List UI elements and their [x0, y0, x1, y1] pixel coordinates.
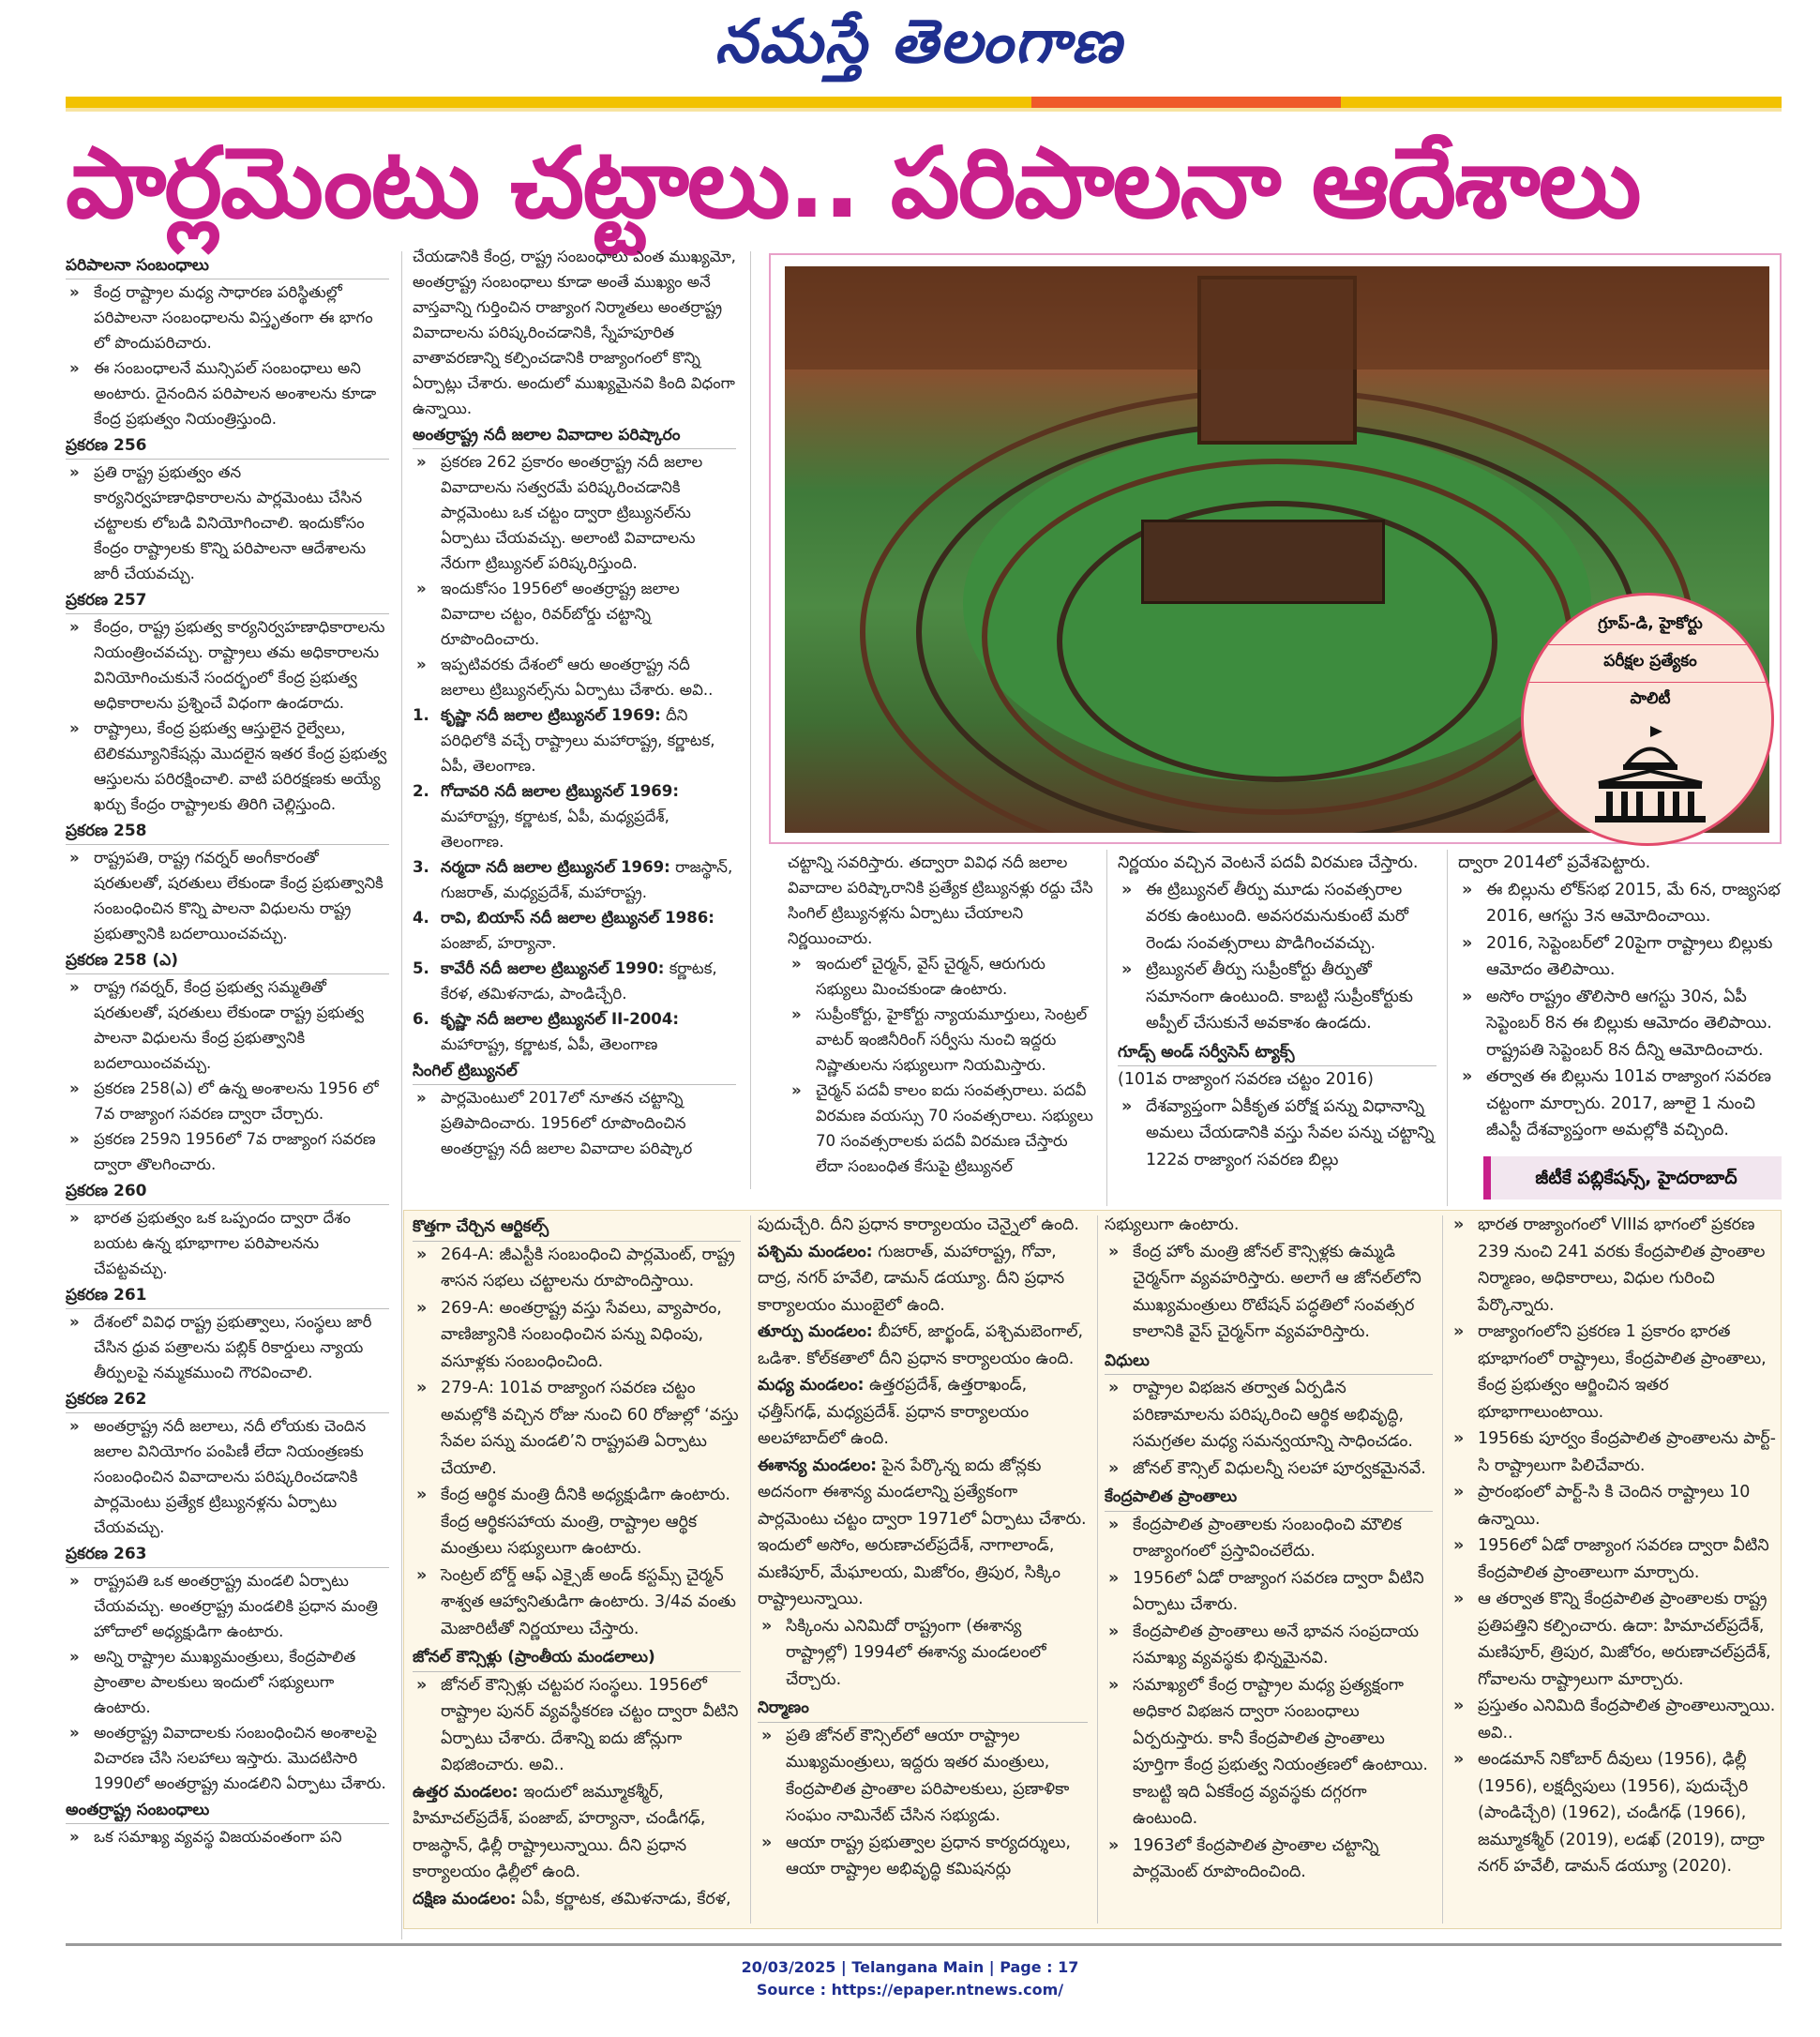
zone-paragraph: [413, 1779, 741, 1886]
column-3: [788, 850, 1097, 1179]
zone-heading: ఉత్తర మండలం:: [413, 1782, 519, 1802]
item-number: 1.: [413, 706, 429, 724]
section-heading: ప్రకరణ 262: [66, 1387, 389, 1413]
zone-text: ఇందులో జమ్మూకశ్మీర్, హిమాచల్‌ప్రదేశ్, పంజాబ్, హర్యానా, చండీగఢ్, రాజస్థాన్, ఢిల్లీ రాష్ట్రాలున్నాయి. దీని ప్రధాన కార్యాలయం ఢిల్లీలో ఉంది.: [413, 1782, 706, 1881]
footer-date-page: 20/03/2025 | Telangana Main | Page : 17: [741, 1958, 1079, 1976]
item-number: 4.: [413, 909, 429, 927]
zone-heading: ఈశాన్య మండలం:: [758, 1456, 878, 1475]
item-text: రాజస్థాన్, గుజరాత్, మధ్యప్రదేశ్, మహారాష్ట్ర.: [441, 858, 733, 901]
badge-line-2: పరీక్షల ప్రత్యేకం: [1603, 652, 1697, 671]
column-divider: [1097, 1215, 1098, 1924]
bullet-point: » 1956కు పూర్వం కేంద్రపాలిత ప్రాంతాలను పార్ట్-సి రాష్ట్రాలుగా పిలిచేవారు.: [1450, 1426, 1778, 1479]
bullet-point: » సిక్కింను ఎనిమిదో రాష్ట్రంగా (ఈశాన్య రాష్ట్రాల్లో) 1994లో ఈశాన్య మండలంలో చేర్చారు.: [758, 1613, 1088, 1694]
bullet-point: » ఈ ట్రిబ్యునల్ తీర్పు మూడు సంవత్సరాల వరకు ఉంటుంది. అవసరమనుకుంటే మరో రెండు సంవత్సరాలు పొడిగించవచ్చు.: [1118, 877, 1436, 958]
zone-paragraph: [758, 1372, 1088, 1453]
header-band-shadow: [66, 108, 1782, 112]
badge-line-3: పాలిటీ: [1630, 689, 1671, 708]
parliament-building-icon: [1589, 722, 1711, 830]
box-column-3: [1105, 1212, 1433, 1886]
column-2: [413, 244, 736, 1161]
zone-text: గుజరాత్, మహారాష్ట్ర, గోవా, దాద్ర, నగర్ హవేలి, డామన్ డయ్యూ. దీని ప్రధాన కార్యాలయం ముంబైలో ఉంది.: [758, 1242, 1065, 1315]
numbered-item: [413, 778, 736, 854]
bullet-point: » జోనల్ కౌన్సిల్ విధులన్నీ సలహా పూర్వకమైనవే.: [1105, 1456, 1433, 1483]
zone-paragraph: [758, 1453, 1088, 1613]
section-heading: ప్రకరణ 260: [66, 1179, 389, 1205]
item-text: మహారాష్ట్ర, కర్ణాటక, ఏపీ, తెలంగాణ: [441, 1035, 658, 1053]
bullet-point: » ప్రతి రాష్ట్ర ప్రభుత్వం తన కార్యనిర్వహణాధికారాలను పార్లమెంటు చేసిన చట్టాలకు లోబడి వినియోగించాలి. ఇందుకోసం కేంద్రం రాష్ట్రాలకు కొన్ని పరిపాలనా ఆదేశాలను జారీ చేయవచ్చు.: [66, 460, 389, 586]
section-heading: నిర్మాణం: [758, 1695, 1088, 1723]
zone-text: బీహార్, జార్ఖండ్, పశ్చిమబెంగాల్, ఒడిశా. కోల్‌కతాలో దీని ప్రధాన కార్యాలయం ఉంది.: [758, 1322, 1084, 1368]
column-divider: [1106, 850, 1107, 1206]
bullet-point: » ఇందులో చైర్మన్, వైస్ చైర్మన్, ఆరుగురు సభ్యులు మించకుండా ఉంటారు.: [788, 951, 1097, 1002]
section-heading: విధులు: [1105, 1348, 1433, 1376]
zone-heading: పశ్చిమ మండలం:: [758, 1242, 873, 1261]
bullet-point: » అండమాన్ నికోబార్ దీవులు (1956), ఢిల్లీ (1956), లక్షద్వీపులు (1956), పుదుచ్చేరి (పాండిచ్చేరి) (1962), చండీగఢ్ (1966), జమ్మూకశ్మీర్ (2019), లడఖ్ (2019), దాద్రా నగర్ హవేలీ, డామన్ డయ్యూ (2020).: [1450, 1746, 1778, 1880]
header-band-accent: [1031, 97, 1341, 108]
bullet-point: » అంతర్రాష్ట్ర నదీ జలాలు, నదీ లోయకు చెందిన జలాల వినియోగం పంపిణీ లేదా నియంత్రణకు సంబంధించిన వివాదాలను పరిష్కరించడానికి పార్లమెంటు ప్రత్యేక ట్రిబ్యునళ్లను ఏర్పాటు చేయవచ్చు.: [66, 1413, 389, 1540]
paragraph: (101వ రాజ్యాంగ సవరణ చట్టం 2016): [1118, 1070, 1374, 1089]
item-number: 2.: [413, 782, 429, 800]
bullet-point: » 269-A: అంతర్రాష్ట్ర వస్తు సేవలు, వ్యాపారం, వాణిజ్యానికి సంబంధించిన పన్ను విధింపు, వసూళ్లకు సంబంధించింది.: [413, 1295, 741, 1376]
bullet-point: » ట్రిబ్యునల్ తీర్పు సుప్రీంకోర్టు తీర్పుతో సమానంగా ఉంటుంది. కాబట్టి సుప్రీంకోర్టుకు అప్పీల్ చేసుకునే అవకాశం ఉండదు.: [1118, 957, 1436, 1037]
bullet-point: » 1956లో ఏడో రాజ్యాంగ సవరణ ద్వారా వీటిని ఏర్పాటు చేశారు.: [1105, 1565, 1433, 1619]
bullet-point: » చైర్మన్ పదవీ కాలం ఐదు సంవత్సరాలు. పదవీ విరమణ వయస్సు 70 సంవత్సరాలు. సభ్యులు 70 సంవత్సరాలకు పదవీ విరమణ చేస్తారు లేదా సంబంధిత కేసుపై ట్రిబ్యునల్: [788, 1078, 1097, 1179]
bullet-point: » సెంట్రల్ బోర్డ్ ఆఫ్ ఎక్సైజ్ అండ్ కస్టమ్స్ చైర్మన్ శాశ్వత ఆహ్వానితుడిగా ఉంటారు. 3/4వ వంతు మెజారిటీతో నిర్ణయాలు చేస్తారు.: [413, 1562, 741, 1643]
item-text: దీని పరిధిలోకి వచ్చే రాష్ట్రాలు మహారాష్ట్ర, కర్ణాటక, ఏపీ, తెలంగాణ.: [441, 706, 715, 775]
bullet-point: » దేశంలో వివిధ రాష్ట్ర ప్రభుత్వాలు, సంస్థలు జారీ చేసిన ధ్రువ పత్రాలను పబ్లిక్ రికార్డులు న్యాయ తీర్పులపై నమ్మకముంచి గౌరవించాలి.: [66, 1309, 389, 1385]
bullet-point: » అసోం రాష్ట్రం తొలిసారి ఆగస్టు 30న, ఏపీ సెప్టెంబర్ 8న ఈ బిల్లుకు ఆమోదం తెలిపాయి. రాష్ట్రపతి సెప్టెంబర్ 8న దీన్ని ఆమోదించారు.: [1458, 984, 1782, 1064]
bullet-point: » దేశవ్యాప్తంగా ఏకీకృత పరోక్ష పన్ను విధానాన్ని అమలు చేయడానికి వస్తు సేవల పన్ను చట్టాన్ని 122వ రాజ్యాంగ సవరణ బిల్లు: [1118, 1094, 1436, 1174]
bullet-point: » ప్రస్తుతం ఎనిమిది కేంద్రపాలిత ప్రాంతాలున్నాయి. అవి..: [1450, 1693, 1778, 1746]
bullet-point: » రాష్ట్రాల విభజన తర్వాత ఏర్పడిన పరిణామాలను పరిష్కరించి ఆర్థిక అభివృద్ధి, సమగ్రతల మధ్య సమన్వయాన్ని సాధించడం.: [1105, 1375, 1433, 1456]
column-4: [1118, 850, 1436, 1173]
bullet-point: » అన్ని రాష్ట్రాల ముఖ్యమంత్రులు, కేంద్రపాలిత ప్రాంతాల పాలకులు ఇందులో సభ్యులుగా ఉంటారు.: [66, 1644, 389, 1720]
footer-source: Source : https://epaper.ntnews.com/: [756, 1981, 1064, 1999]
zone-heading: తూర్పు మండలం:: [758, 1322, 873, 1341]
bullet-point: » ప్రారంభంలో పార్ట్-సి కి చెందిన రాష్ట్రాలు 10 ఉన్నాయి.: [1450, 1479, 1778, 1532]
bullet-point: » అంతర్రాష్ట్ర వివాదాలకు సంబంధించిన అంశాలపై విచారణ చేసి సలహాలు ఇస్తారు. మొదటిసారి 1990లో అంతర్రాష్ట్ర మండలిని ఏర్పాటు చేశారు.: [66, 1720, 389, 1796]
bullet-point: » జోనల్ కౌన్సిళ్లు చట్టపర సంస్థలు. 1956లో రాష్ట్రాల పునర్ వ్యవస్థీకరణ చట్టం ద్వారా వీటిని ఏర్పాటు చేశారు. దేశాన్ని ఐదు జోన్లుగా విభజించారు. అవి..: [413, 1672, 741, 1779]
item-heading: కృష్ణా నదీ జలాల ట్రిబ్యునల్ 1969:: [441, 706, 661, 724]
item-text: కర్ణాటక, కేరళ, తమిళనాడు, పాండిచ్చేరి.: [441, 959, 717, 1003]
item-number: 5.: [413, 959, 429, 977]
bullet-point: » కేంద్రం, రాష్ట్ర ప్రభుత్వ కార్యనిర్వహణాధికారాలను నియంత్రించవచ్చు. రాష్ట్రాలు తమ అధికారాలను వినియోగించుకునే సందర్భంలో కేంద్ర ప్రభుత్వ అధికారాలను ప్రశ్నించే విధంగా ఉండరాదు.: [66, 614, 389, 716]
bullet-point: » కేంద్ర ఆర్థిక మంత్రి దీనికి అధ్యక్షుడిగా ఉంటారు. కేంద్ర ఆర్థికసహాయ మంత్రి, రాష్ట్రాల ఆర్థిక మంత్రులు సభ్యులుగా ఉంటారు.: [413, 1482, 741, 1562]
bullet-point: » సమాఖ్యలో కేంద్ర రాష్ట్రాల మధ్య ప్రత్యక్షంగా అధికార విభజన ద్వారా సంబంధాలు ఏర్పరుస్తారు. కానీ కేంద్రపాలిత ప్రాంతాలు పూర్తిగా కేంద్ర ప్రభుత్వ నియంత్రణలో ఉంటాయి. కాబట్టి ఇది ఏకకేంద్ర వ్యవస్థకు దగ్గరగా ఉంటుంది.: [1105, 1672, 1433, 1833]
item-number: 3.: [413, 858, 429, 876]
item-heading: గోదావరి నదీ జలాల ట్రిబ్యునల్ 1969:: [441, 782, 679, 800]
paragraph: నిర్ణయం వచ్చిన వెంటనే పదవీ విరమణ చేస్తారు.: [1118, 853, 1419, 872]
section-heading: పరిపాలనా సంబంధాలు: [66, 253, 389, 279]
paragraph: సభ్యులుగా ఉంటారు.: [1105, 1215, 1240, 1234]
section-heading: కొత్తగా చేర్చిన ఆర్టికల్స్: [413, 1214, 741, 1242]
bullet-point: » ఈ సంబంధాలనే మున్సిపల్ సంబంధాలు అని అంటారు. దైనందిన పరిపాలన అంశాలను కూడా కేంద్ర ప్రభుత్వం నియంత్రిస్తుంది.: [66, 355, 389, 431]
paragraph: ద్వారా 2014లో ప్రవేశపెట్టారు.: [1458, 853, 1651, 872]
bullet-point: » భారత ప్రభుత్వం ఒక ఒప్పందం ద్వారా దేశం బయట ఉన్న భూభాగాల పరిపాలనను చేపట్టవచ్చు.: [66, 1205, 389, 1281]
item-heading: రావి, బియాస్ నదీ జలాల ట్రిబ్యునల్ 1986:: [441, 909, 714, 927]
zone-text: ఏపీ, కర్ణాటక, తమిళనాడు, కేరళ,: [516, 1889, 731, 1909]
section-heading: అంతర్రాష్ట్ర నదీ జలాల వివాదాల పరిష్కారం: [413, 423, 736, 449]
column-divider: [750, 251, 751, 1189]
section-heading: అంతర్రాష్ట్ర సంబంధాలు: [66, 1798, 389, 1824]
column-divider: [1442, 1215, 1443, 1924]
item-heading: కావేరీ నదీ జలాల ట్రిబ్యునల్ 1990:: [441, 959, 665, 977]
zone-paragraph: [758, 1319, 1088, 1372]
item-text: మహారాష్ట్ర, కర్ణాటక, ఏపీ, మధ్యప్రదేశ్, తెలంగాణ.: [441, 807, 669, 851]
bullet-point: » రాష్ట్రాలు, కేంద్ర ప్రభుత్వ ఆస్తులైన రైల్వేలు, టెలికమ్యూనికేషన్లు మొదలైన ఇతర కేంద్ర ప్రభుత్వ ఆస్తులను పరిరక్షించాలి. వాటి పరిరక్షణకు అయ్యే ఖర్చు కేంద్రం రాష్ట్రాలకు తిరిగి చెల్లిస్తుంది.: [66, 716, 389, 817]
footer-rule: [66, 1943, 1782, 1946]
item-text: పంజాబ్, హర్యానా.: [441, 934, 557, 952]
section-heading: ప్రకరణ 258: [66, 819, 389, 845]
column-divider: [750, 1215, 751, 1924]
bullet-point: » భారత రాజ్యాంగంలో VIIIవ భాగంలో ప్రకరణ 239 నుంచి 241 వరకు కేంద్రపాలిత ప్రాంతాల నిర్మాణం, అధికారాలు, విధుల గురించి పేర్కొన్నారు.: [1450, 1212, 1778, 1319]
column-5: [1458, 850, 1782, 1144]
section-heading: కేంద్రపాలిత ప్రాంతాలు: [1105, 1484, 1433, 1512]
section-heading: ప్రకరణ 258 (ఎ): [66, 948, 389, 974]
bullet-point: » పార్లమెంటులో 2017లో నూతన చట్టాన్ని ప్రతిపాదించారు. 1956లో రూపొందించిన అంతర్రాష్ట్ర నదీ జలాల వివాదాల పరిష్కార: [413, 1085, 736, 1161]
zone-heading: దక్షిణ మండలం:: [413, 1889, 517, 1909]
box-column-4: [1450, 1212, 1778, 1880]
box-column-1: [413, 1212, 741, 1912]
bullet-point: » ఇప్పటివరకు దేశంలో ఆరు అంతర్రాష్ట్ర నదీ జలాలు ట్రిబ్యునల్స్‌ను ఏర్పాటు చేశారు. అవి..: [413, 652, 736, 702]
numbered-item: [413, 854, 736, 905]
polity-badge: [1521, 593, 1774, 846]
publisher-credit: జీటీకే పబ్లికేషన్స్, హైదరాబాద్: [1483, 1156, 1782, 1200]
article-headline: పార్లమెంటు చట్టాలు.. పరిపాలనా ఆదేశాలు: [66, 126, 1640, 240]
paragraph: చట్టాన్ని సవరిస్తారు. తద్వారా వివిధ నదీ జలాల వివాదాల పరిష్కారానికి ప్రత్యేక ట్రిబ్యునళ్లు రద్దు చేసి సింగిల్ ట్రిబ్యునళ్లను ఏర్పాటు చేయాలని నిర్ణయించారు.: [788, 853, 1093, 947]
box-column-2: [758, 1212, 1088, 1883]
bullet-point: » రాష్ట్రపతి ఒక అంతర్రాష్ట్ర మండలి ఏర్పాటు చేయవచ్చు. అంతర్రాష్ట్ర మండలికి ప్రధాన మంత్రి హోదాలో అధ్యక్షుడిగా ఉంటారు.: [66, 1568, 389, 1644]
zone-paragraph: [758, 1239, 1088, 1320]
column-divider: [1447, 850, 1448, 1206]
bullet-point: » ఒక సమాఖ్య వ్యవస్థ విజయవంతంగా పని: [66, 1824, 389, 1849]
section-heading: ప్రకరణ 261: [66, 1283, 389, 1309]
numbered-item: [413, 702, 736, 778]
column-divider: [401, 251, 402, 1939]
bullet-point: » 279-A: 101వ రాజ్యాంగ సవరణ చట్టం అమల్లోకి వచ్చిన రోజు నుంచి 60 రోజుల్లో ‘వస్తు సేవల పన్ను మండలి’ని రాష్ట్రపతి ఏర్పాటు చేయాలి.: [413, 1375, 741, 1482]
section-heading: జోనల్ కౌన్సిళ్లు (ప్రాంతీయ మండలాలు): [413, 1644, 741, 1672]
column-1: [66, 251, 389, 1849]
numbered-item: [413, 905, 736, 956]
section-heading: ప్రకరణ 257: [66, 588, 389, 614]
bullet-point: » ఇందుకోసం 1956లో అంతర్రాష్ట్ర జలాల వివాదాల చట్టం, రివర్‌బోర్డు చట్టాన్ని రూపొందించారు.: [413, 576, 736, 652]
bullet-point: » రాష్ట్ర గవర్నర్, కేంద్ర ప్రభుత్వ సమ్మతితో షరతులతో, షరతులు లేకుండా రాష్ట్ర ప్రభుత్వ పాలనా విధులను కేంద్ర ప్రభుత్వానికి బదలాయించవచ్చు.: [66, 974, 389, 1076]
bullet-point: » ప్రకరణ 262 ప్రకారం అంతర్రాష్ట్ర నదీ జలాల వివాదాలను సత్వరమే పరిష్కరించడానికి పార్లమెంటు ఒక చట్టం ద్వారా ట్రిబ్యునల్‌ను ఏర్పాటు చేయవచ్చు. అలాంటి వివాదాలను నేరుగా ట్రిబ్యునల్ పరిష్కరిస్తుంది.: [413, 449, 736, 576]
item-heading: నర్మదా నదీ జలాల ట్రిబ్యునల్ 1969:: [441, 858, 670, 876]
section-heading: సింగిల్ ట్రిబ్యునల్: [413, 1059, 736, 1085]
bullet-point: » ప్రకరణ 258(ఎ) లో ఉన్న అంశాలను 1956 లో 7వ రాజ్యాంగ సవరణ ద్వారా చేర్చారు.: [66, 1076, 389, 1126]
numbered-item: [413, 1006, 736, 1057]
paragraph: చేయడానికి కేంద్ర, రాష్ట్ర సంబంధాలు ఎంత ముఖ్యమో, అంతర్రాష్ట్ర సంబంధాలు కూడా అంతే ముఖ్యం అనే వాస్తవాన్ని గుర్తించిన రాజ్యాంగ నిర్మాతలు అంతర్రాష్ట్ర వివాదాలను పరిష్కరించడానికి, స్నేహపూరిత వాతావరణాన్ని కల్పించడానికి రాజ్యాంగంలో కొన్ని ఏర్పాట్లు చేశారు. అందులో ముఖ్యమైనవి కింది విధంగా ఉన్నాయి.: [413, 248, 736, 417]
badge-line-1: గ్రూప్-డి, హైకోర్టు: [1598, 614, 1703, 633]
item-heading: కృష్ణా నదీ జలాల ట్రిబ్యునల్ II-2004:: [441, 1010, 680, 1028]
masthead-logo: నమస్తే తెలంగాణ: [714, 7, 1123, 77]
header-band: [66, 97, 1782, 108]
bullet-point: » 1963లో కేంద్రపాలిత ప్రాంతాల చట్టాన్ని పార్లమెంట్ రూపొందించింది.: [1105, 1833, 1433, 1886]
zone-text: పైన పేర్కొన్న ఐదు జోన్లకు అదనంగా ఈశాన్య మండలాన్ని ప్రత్యేకంగా పార్లమెంటు చట్టం ద్వారా 1971లో ఏర్పాటు చేశారు. ఇందులో అసోం, అరుణాచల్‌ప్రదేశ్, నాగాలాండ్, మణిపూర్, మేఘాలయ, మిజోరం, త్రిపుర, సిక్కిం రాష్ట్రాలున్నాయి.: [758, 1456, 1087, 1608]
bullet-point: » రాజ్యాంగంలోని ప్రకరణ 1 ప్రకారం భారత భూభాగంలో రాష్ట్రాలు, కేంద్రపాలిత ప్రాంతాలు, కేంద్ర ప్రభుత్వం ఆర్జించిన ఇతర భూభాగాలుంటాయి.: [1450, 1319, 1778, 1426]
section-heading: ప్రకరణ 263: [66, 1542, 389, 1568]
bullet-point: » సుప్రీంకోర్టు, హైకోర్టు న్యాయమూర్తులు, సెంట్రల్ వాటర్ ఇంజినీరింగ్ సర్వీసు నుంచి ఇద్దరు నిష్ణాతులను సభ్యులుగా నియమిస్తారు.: [788, 1002, 1097, 1078]
bullet-point: » కేంద్ర హోం మంత్రి జోనల్ కౌన్సిళ్లకు ఉమ్మడి చైర్మన్‌గా వ్యవహరిస్తారు. అలాగే ఆ జోనల్‌లోని ముఖ్యమంత్రులు రొటేషన్ పద్ధతిలో సంవత్సర కాలానికి వైస్ చైర్మన్‌గా వ్యవహరిస్తారు.: [1105, 1239, 1433, 1346]
bullet-point: » ప్రతి జోనల్ కౌన్సిల్‌లో ఆయా రాష్ట్రాల ముఖ్యమంత్రులు, ఇద్దరు ఇతర మంత్రులు, కేంద్రపాలిత ప్రాంతాల పరిపాలకులు, ప్రణాళికా సంఘం నామినేట్ చేసిన సభ్యుడు.: [758, 1723, 1088, 1830]
bullet-point: » కేంద్ర రాష్ట్రాల మధ్య సాధారణ పరిస్థితుల్లో పరిపాలనా సంబంధాలను విస్తృతంగా ఈ భాగం లో పొందుపరిచారు.: [66, 279, 389, 355]
bullet-point: » 2016, సెప్టెంబర్‌లో 20పైగా రాష్ట్రాలు బిల్లుకు ఆమోదం తెలిపాయి.: [1458, 930, 1782, 984]
bullet-point: » ఈ బిల్లును లోక్‌సభ 2015, మే 6న, రాజ్యసభ 2016, ఆగస్టు 3న ఆమోదించాయి.: [1458, 877, 1782, 930]
bullet-point: » 1956లో ఏడో రాజ్యాంగ సవరణ ద్వారా వీటిని కేంద్రపాలిత ప్రాంతాలుగా మార్చారు.: [1450, 1532, 1778, 1586]
bullet-point: » కేంద్రపాలిత ప్రాంతాలు అనే భావన సంప్రదాయ సమాఖ్య వ్యవస్థకు భిన్నమైనవి.: [1105, 1619, 1433, 1672]
item-number: 6.: [413, 1010, 429, 1028]
zone-heading: మధ్య మండలం:: [758, 1376, 865, 1395]
bullet-point: » ఆయా రాష్ట్ర ప్రభుత్వాల ప్రధాన కార్యదర్శులు, ఆయా రాష్ట్రాల అభివృద్ధి కమిషనర్లు: [758, 1830, 1088, 1883]
bullet-point: » తర్వాత ఈ బిల్లును 101వ రాజ్యాంగ సవరణ చట్టంగా మార్చారు. 2017, జూలై 1 నుంచి జీఎస్టీ దేశవ్యాప్తంగా అమల్లోకి వచ్చింది.: [1458, 1064, 1782, 1144]
zone-text: ఉత్తరప్రదేశ్, ఉత్తరాఖండ్, ఛత్తీస్‌గఢ్, మధ్యప్రదేశ్. ప్రధాన కార్యాలయం అలహాబాద్‌లో ఉంది.: [758, 1376, 1030, 1448]
bullet-point: » ప్రకరణ 259ని 1956లో 7వ రాజ్యాంగ సవరణ ద్వారా తొలగించారు.: [66, 1126, 389, 1177]
paragraph: పుదుచ్చేరి. దీని ప్రధాన కార్యాలయం చెన్నైలో ఉంది.: [758, 1215, 1079, 1234]
bullet-point: » కేంద్రపాలిత ప్రాంతాలకు సంబంధించి మౌలిక రాజ్యాంగంలో ప్రస్తావించలేదు.: [1105, 1512, 1433, 1565]
bullet-point: » ఆ తర్వాత కొన్ని కేంద్రపాలిత ప్రాంతాలకు రాష్ట్ర ప్రతిపత్తిని కల్పించారు. ఉదా: హిమాచల్‌ప్రదేశ్, మణిపూర్, త్రిపుర, మిజోరం, అరుణాచల్‌ప్రదేశ్, గోవాలను రాష్ట్రాలుగా మార్చారు.: [1450, 1586, 1778, 1693]
section-heading: ప్రకరణ 256: [66, 433, 389, 460]
zone-paragraph: [413, 1886, 741, 1913]
numbered-item: [413, 956, 736, 1006]
section-heading: గూడ్స్ అండ్ సర్వీసెస్ ట్యాక్స్: [1118, 1039, 1436, 1067]
bullet-point: » రాష్ట్రపతి, రాష్ట్ర గవర్నర్ అంగీకారంతో షరతులతో, షరతులు లేకుండా కేంద్ర ప్రభుత్వానికి సంబంధించిన కొన్ని పాలనా విధులను రాష్ట్ర ప్రభుత్వానికి బదలాయించవచ్చు.: [66, 845, 389, 946]
bullet-point: » 264-A: జీఎస్టీకి సంబంధించి పార్లమెంట్, రాష్ట్ర శాసన సభలు చట్టాలను రూపొందిస్తాయి.: [413, 1242, 741, 1295]
